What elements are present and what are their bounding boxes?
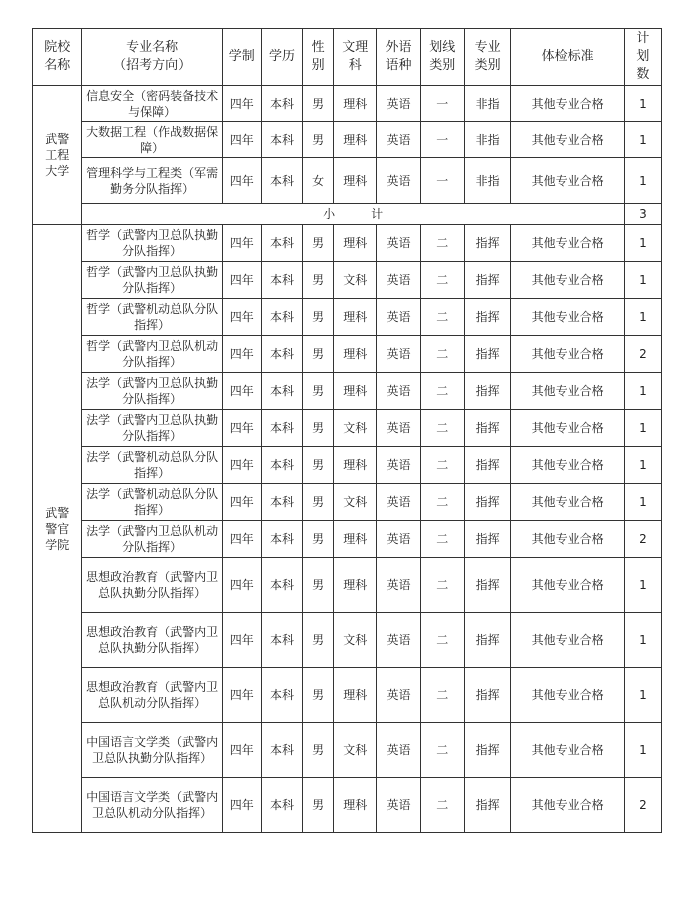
table-row <box>33 373 662 410</box>
duration-cell: 四年 <box>222 299 261 336</box>
major-category-cell: 非指 <box>464 122 510 158</box>
table-row <box>33 613 662 668</box>
line-category-cell: 二 <box>420 778 464 833</box>
health-standard-cell: 其他专业合格 <box>511 122 624 158</box>
plan-count-cell: 1 <box>624 86 661 122</box>
plan-count-cell: 1 <box>624 262 661 299</box>
degree-cell: 本科 <box>261 225 302 262</box>
line-category-cell: 二 <box>420 447 464 484</box>
line-category-cell: 一 <box>420 158 464 204</box>
table-row <box>33 225 662 262</box>
plan-count-cell: 1 <box>624 484 661 521</box>
language-cell: 英语 <box>377 668 420 723</box>
line-category-cell: 二 <box>420 521 464 558</box>
gender-cell: 男 <box>303 484 334 521</box>
duration-cell: 四年 <box>222 158 261 204</box>
header-language: 外语 语种 <box>377 29 420 86</box>
line-category-cell: 二 <box>420 558 464 613</box>
plan-count-cell: 1 <box>624 225 661 262</box>
plan-count-cell: 2 <box>624 336 661 373</box>
health-standard-cell: 其他专业合格 <box>511 373 624 410</box>
track-cell: 理科 <box>334 299 377 336</box>
table-body <box>33 86 662 833</box>
track-cell: 文科 <box>334 723 377 778</box>
gender-cell: 男 <box>303 613 334 668</box>
health-standard-cell: 其他专业合格 <box>511 778 624 833</box>
major-category-cell: 指挥 <box>464 225 510 262</box>
duration-cell: 四年 <box>222 122 261 158</box>
track-cell: 理科 <box>334 122 377 158</box>
health-standard-cell: 其他专业合格 <box>511 521 624 558</box>
health-standard-cell: 其他专业合格 <box>511 447 624 484</box>
degree-cell: 本科 <box>261 558 302 613</box>
school-name-cell: 武警 工程 大学 <box>33 86 82 225</box>
header-track: 文理 科 <box>334 29 377 86</box>
duration-cell: 四年 <box>222 225 261 262</box>
subtotal-row <box>33 204 662 225</box>
track-cell: 理科 <box>334 86 377 122</box>
language-cell: 英语 <box>377 336 420 373</box>
track-cell: 理科 <box>334 521 377 558</box>
school-name-cell: 武警 警官 学院 <box>33 225 82 833</box>
language-cell: 英语 <box>377 86 420 122</box>
major-name-cell: 思想政治教育（武警内卫总队机动分队指挥） <box>82 668 222 723</box>
duration-cell: 四年 <box>222 262 261 299</box>
plan-count-cell: 1 <box>624 613 661 668</box>
line-category-cell: 二 <box>420 613 464 668</box>
line-category-cell: 二 <box>420 668 464 723</box>
duration-cell: 四年 <box>222 723 261 778</box>
major-name-cell: 法学（武警内卫总队执勤分队指挥） <box>82 373 222 410</box>
track-cell: 理科 <box>334 158 377 204</box>
health-standard-cell: 其他专业合格 <box>511 336 624 373</box>
track-cell: 理科 <box>334 778 377 833</box>
table-row <box>33 723 662 778</box>
degree-cell: 本科 <box>261 410 302 447</box>
language-cell: 英语 <box>377 299 420 336</box>
major-name-cell: 哲学（武警内卫总队机动分队指挥） <box>82 336 222 373</box>
table-row <box>33 484 662 521</box>
major-name-cell: 哲学（武警内卫总队执勤分队指挥） <box>82 225 222 262</box>
degree-cell: 本科 <box>261 778 302 833</box>
language-cell: 英语 <box>377 373 420 410</box>
duration-cell: 四年 <box>222 668 261 723</box>
table-row <box>33 521 662 558</box>
language-cell: 英语 <box>377 122 420 158</box>
track-cell: 理科 <box>334 373 377 410</box>
language-cell: 英语 <box>377 447 420 484</box>
major-name-cell: 哲学（武警机动总队分队指挥） <box>82 299 222 336</box>
health-standard-cell: 其他专业合格 <box>511 299 624 336</box>
duration-cell: 四年 <box>222 613 261 668</box>
duration-cell: 四年 <box>222 410 261 447</box>
degree-cell: 本科 <box>261 668 302 723</box>
language-cell: 英语 <box>377 778 420 833</box>
language-cell: 英语 <box>377 558 420 613</box>
health-standard-cell: 其他专业合格 <box>511 262 624 299</box>
gender-cell: 男 <box>303 521 334 558</box>
line-category-cell: 二 <box>420 262 464 299</box>
table-row <box>33 262 662 299</box>
header-degree: 学历 <box>261 29 302 86</box>
degree-cell: 本科 <box>261 613 302 668</box>
degree-cell: 本科 <box>261 723 302 778</box>
major-category-cell: 指挥 <box>464 262 510 299</box>
header-school: 院校 名称 <box>33 29 82 86</box>
table-row <box>33 778 662 833</box>
plan-count-cell: 1 <box>624 373 661 410</box>
major-name-cell: 大数据工程（作战数据保障） <box>82 122 222 158</box>
line-category-cell: 二 <box>420 225 464 262</box>
major-category-cell: 指挥 <box>464 521 510 558</box>
gender-cell: 男 <box>303 225 334 262</box>
degree-cell: 本科 <box>261 484 302 521</box>
gender-cell: 男 <box>303 778 334 833</box>
plan-count-cell: 2 <box>624 521 661 558</box>
health-standard-cell: 其他专业合格 <box>511 158 624 204</box>
header-line-category: 划线 类别 <box>420 29 464 86</box>
gender-cell: 男 <box>303 373 334 410</box>
major-name-cell: 管理科学与工程类（军需勤务分队指挥） <box>82 158 222 204</box>
table-row <box>33 558 662 613</box>
subtotal-value: 3 <box>624 204 661 225</box>
duration-cell: 四年 <box>222 521 261 558</box>
gender-cell: 男 <box>303 410 334 447</box>
table-row <box>33 86 662 122</box>
duration-cell: 四年 <box>222 373 261 410</box>
major-category-cell: 指挥 <box>464 410 510 447</box>
gender-cell: 女 <box>303 158 334 204</box>
language-cell: 英语 <box>377 484 420 521</box>
major-category-cell: 指挥 <box>464 447 510 484</box>
line-category-cell: 一 <box>420 122 464 158</box>
gender-cell: 男 <box>303 299 334 336</box>
degree-cell: 本科 <box>261 373 302 410</box>
gender-cell: 男 <box>303 447 334 484</box>
plan-count-cell: 1 <box>624 158 661 204</box>
major-name-cell: 信息安全（密码装备技术与保障） <box>82 86 222 122</box>
track-cell: 文科 <box>334 613 377 668</box>
major-name-cell: 法学（武警内卫总队执勤分队指挥） <box>82 410 222 447</box>
track-cell: 文科 <box>334 484 377 521</box>
degree-cell: 本科 <box>261 86 302 122</box>
degree-cell: 本科 <box>261 521 302 558</box>
major-category-cell: 指挥 <box>464 723 510 778</box>
major-name-cell: 法学（武警内卫总队机动分队指挥） <box>82 521 222 558</box>
duration-cell: 四年 <box>222 778 261 833</box>
subtotal-label: 小 计 <box>82 204 624 225</box>
gender-cell: 男 <box>303 723 334 778</box>
major-category-cell: 指挥 <box>464 778 510 833</box>
plan-count-cell: 1 <box>624 410 661 447</box>
gender-cell: 男 <box>303 86 334 122</box>
major-name-cell: 中国语言文学类（武警内卫总队机动分队指挥） <box>82 778 222 833</box>
degree-cell: 本科 <box>261 447 302 484</box>
language-cell: 英语 <box>377 158 420 204</box>
health-standard-cell: 其他专业合格 <box>511 668 624 723</box>
plan-count-cell: 1 <box>624 668 661 723</box>
health-standard-cell: 其他专业合格 <box>511 723 624 778</box>
duration-cell: 四年 <box>222 447 261 484</box>
track-cell: 理科 <box>334 336 377 373</box>
duration-cell: 四年 <box>222 336 261 373</box>
gender-cell: 男 <box>303 558 334 613</box>
table-row <box>33 410 662 447</box>
major-category-cell: 指挥 <box>464 668 510 723</box>
header-plan-count: 计 划 数 <box>624 29 661 86</box>
table-row <box>33 158 662 204</box>
degree-cell: 本科 <box>261 299 302 336</box>
line-category-cell: 二 <box>420 723 464 778</box>
major-name-cell: 哲学（武警内卫总队执勤分队指挥） <box>82 262 222 299</box>
major-category-cell: 非指 <box>464 86 510 122</box>
language-cell: 英语 <box>377 410 420 447</box>
header-row <box>33 29 662 86</box>
table-row <box>33 668 662 723</box>
table-row <box>33 336 662 373</box>
duration-cell: 四年 <box>222 484 261 521</box>
gender-cell: 男 <box>303 336 334 373</box>
major-name-cell: 思想政治教育（武警内卫总队执勤分队指挥） <box>82 558 222 613</box>
plan-count-cell: 1 <box>624 447 661 484</box>
table-row <box>33 122 662 158</box>
major-name-cell: 法学（武警机动总队分队指挥） <box>82 484 222 521</box>
health-standard-cell: 其他专业合格 <box>511 225 624 262</box>
major-category-cell: 指挥 <box>464 299 510 336</box>
major-category-cell: 指挥 <box>464 613 510 668</box>
track-cell: 理科 <box>334 558 377 613</box>
health-standard-cell: 其他专业合格 <box>511 558 624 613</box>
major-category-cell: 指挥 <box>464 484 510 521</box>
line-category-cell: 二 <box>420 299 464 336</box>
language-cell: 英语 <box>377 723 420 778</box>
language-cell: 英语 <box>377 262 420 299</box>
language-cell: 英语 <box>377 225 420 262</box>
major-category-cell: 指挥 <box>464 336 510 373</box>
health-standard-cell: 其他专业合格 <box>511 86 624 122</box>
language-cell: 英语 <box>377 521 420 558</box>
enrollment-plan-table <box>32 28 662 833</box>
gender-cell: 男 <box>303 668 334 723</box>
table-row <box>33 299 662 336</box>
header-gender: 性 别 <box>303 29 334 86</box>
plan-count-cell: 1 <box>624 723 661 778</box>
degree-cell: 本科 <box>261 262 302 299</box>
major-name-cell: 思想政治教育（武警内卫总队执勤分队指挥） <box>82 613 222 668</box>
major-category-cell: 指挥 <box>464 373 510 410</box>
duration-cell: 四年 <box>222 86 261 122</box>
major-category-cell: 非指 <box>464 158 510 204</box>
line-category-cell: 一 <box>420 86 464 122</box>
track-cell: 理科 <box>334 447 377 484</box>
gender-cell: 男 <box>303 262 334 299</box>
track-cell: 文科 <box>334 410 377 447</box>
line-category-cell: 二 <box>420 373 464 410</box>
header-health-standard: 体检标准 <box>511 29 624 86</box>
health-standard-cell: 其他专业合格 <box>511 410 624 447</box>
line-category-cell: 二 <box>420 336 464 373</box>
language-cell: 英语 <box>377 613 420 668</box>
major-category-cell: 指挥 <box>464 558 510 613</box>
plan-count-cell: 1 <box>624 122 661 158</box>
track-cell: 理科 <box>334 668 377 723</box>
degree-cell: 本科 <box>261 336 302 373</box>
health-standard-cell: 其他专业合格 <box>511 484 624 521</box>
gender-cell: 男 <box>303 122 334 158</box>
track-cell: 理科 <box>334 225 377 262</box>
duration-cell: 四年 <box>222 558 261 613</box>
line-category-cell: 二 <box>420 484 464 521</box>
track-cell: 文科 <box>334 262 377 299</box>
plan-count-cell: 2 <box>624 778 661 833</box>
table-row <box>33 447 662 484</box>
plan-count-cell: 1 <box>624 299 661 336</box>
plan-count-cell: 1 <box>624 558 661 613</box>
line-category-cell: 二 <box>420 410 464 447</box>
header-major-category: 专业 类别 <box>464 29 510 86</box>
header-duration: 学制 <box>222 29 261 86</box>
degree-cell: 本科 <box>261 122 302 158</box>
degree-cell: 本科 <box>261 158 302 204</box>
major-name-cell: 中国语言文学类（武警内卫总队执勤分队指挥） <box>82 723 222 778</box>
health-standard-cell: 其他专业合格 <box>511 613 624 668</box>
major-name-cell: 法学（武警机动总队分队指挥） <box>82 447 222 484</box>
header-major: 专业名称 （招考方向） <box>82 29 222 86</box>
